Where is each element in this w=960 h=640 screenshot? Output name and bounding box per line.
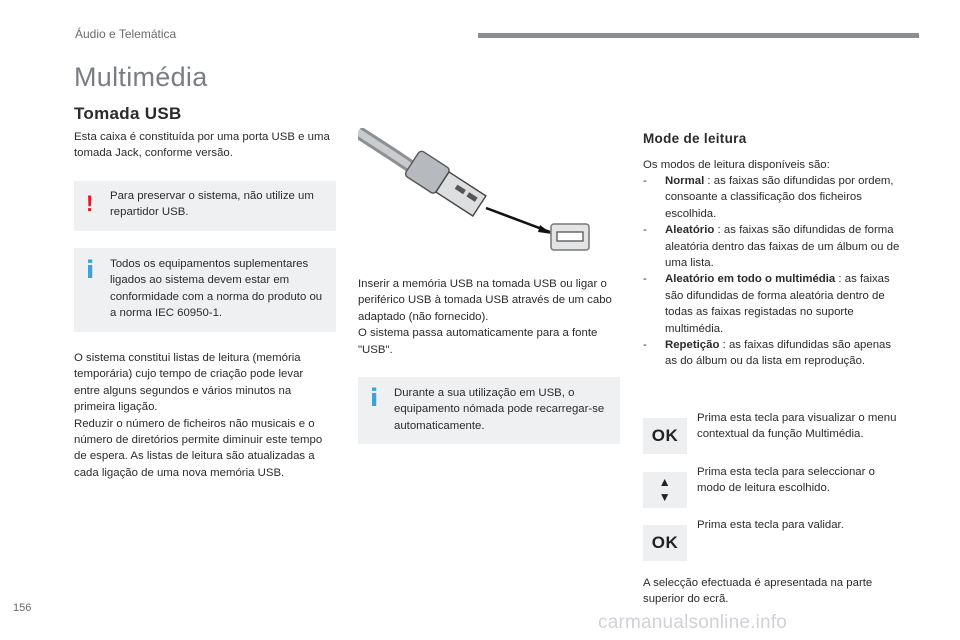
up-down-arrows-icon (643, 472, 687, 508)
ok-button-icon: OK (643, 418, 687, 454)
usb-section-heading: Tomada USB (74, 104, 182, 123)
mode-section-heading: Mode de leitura (643, 131, 747, 146)
info-icon: i (370, 384, 379, 412)
playlist-info-text: O sistema constitui listas de leitura (memória temporária) cujo tempo de criação pode levar entre alguns segundos e vários minutos na primeira ligação. Reduzir o número de ficheiros não musicais e o número de diretórios permite diminuir este tempo de espera. As listas de leitura são atualizadas a cada ligação de uma nova memória USB. (74, 352, 323, 479)
modes-intro-text: Os modos de leitura disponíveis são: (643, 159, 830, 171)
ok-button-instruction: Prima esta tecla para visualizar o menu contextual da função Multimédia. (697, 412, 897, 441)
usb-insert-text: Inserir a memória USB na tomada USB ou ligar o periférico USB à tomada USB através de um cabo adaptado (não fornecido). O sistema passa automaticamente para a fonte "USB". (358, 278, 612, 356)
info-note (74, 248, 336, 332)
arrow-down-icon: ▼ (658, 490, 672, 504)
play-mode-item: - Repetição : as faixas difundidas são apenas as do álbum ou da lista em reprodução. (643, 339, 892, 368)
play-mode-description: : as faixas difundidas são apenas as do álbum ou da lista em reprodução. (665, 339, 892, 368)
section-header-title: Áudio e Telemática (75, 27, 177, 41)
play-mode-description: : as faixas são difundidas de forma aleatória dentro de todas as faixas registadas no suporte multimédia. (665, 273, 890, 335)
play-mode-item: - Aleatório : as faixas são difundidas de forma aleatória dentro das faixas de um álbum ou de uma lista. (643, 224, 900, 270)
page-number: 156 (13, 602, 32, 614)
info-icon: i (86, 256, 95, 284)
info-note-charging (358, 377, 620, 444)
warning-note (74, 181, 336, 231)
play-mode-name: Repetição (665, 339, 720, 352)
play-mode-description: : as faixas são difundidas de forma aleatória dentro das faixas de um álbum ou de uma lista. (665, 224, 900, 270)
header-bar (478, 33, 919, 38)
ok-button-icon: OK (643, 525, 687, 561)
selection-footer-text: A selecção efectuada é apresentada na parte superior do ecrã. (643, 577, 873, 606)
usb-plug-illustration (358, 128, 598, 256)
warning-icon: ! (86, 191, 94, 216)
play-modes-list (643, 173, 903, 370)
usb-intro-text: Esta caixa é constituída por uma porta USB e uma tomada Jack, conforme versão. (74, 131, 330, 160)
play-mode-name: Aleatório em todo o multimédia (665, 273, 836, 286)
play-mode-description: : as faixas são difundidas por ordem, consoante a classificação dos ficheiros escolhida. (665, 175, 894, 220)
play-mode-name: Normal (665, 175, 705, 187)
page-title: Multimédia (74, 62, 208, 92)
info-note-charging-text: Durante a sua utilização em USB, o equipamento nómada pode recarregar-se automaticamente. (394, 387, 605, 432)
watermark: carmanualsonline.info (598, 612, 788, 633)
play-mode-name: Aleatório (665, 224, 715, 237)
arrows-instruction: Prima esta tecla para seleccionar o modo de leitura escolhido. (697, 466, 875, 495)
play-mode-item: - Aleatório em todo o multimédia : as faixas são difundidas de forma aleatória dentro de todas as faixas registadas no suporte multimédia. (643, 273, 890, 335)
warning-note-text: Para preservar o sistema, não utilize um repartidor USB. (110, 190, 314, 219)
arrow-up-icon: ▲ (658, 475, 672, 489)
play-mode-item: - Normal : as faixas são difundidas por ordem, consoante a classificação dos ficheiros escolhida. (643, 175, 894, 220)
validate-instruction: Prima esta tecla para validar. (697, 519, 844, 531)
info-note-text: Todos os equipamentos suplementares ligados ao sistema devem estar em conformidade com a norma do produto ou a norma IEC 60950-1. (110, 258, 323, 320)
